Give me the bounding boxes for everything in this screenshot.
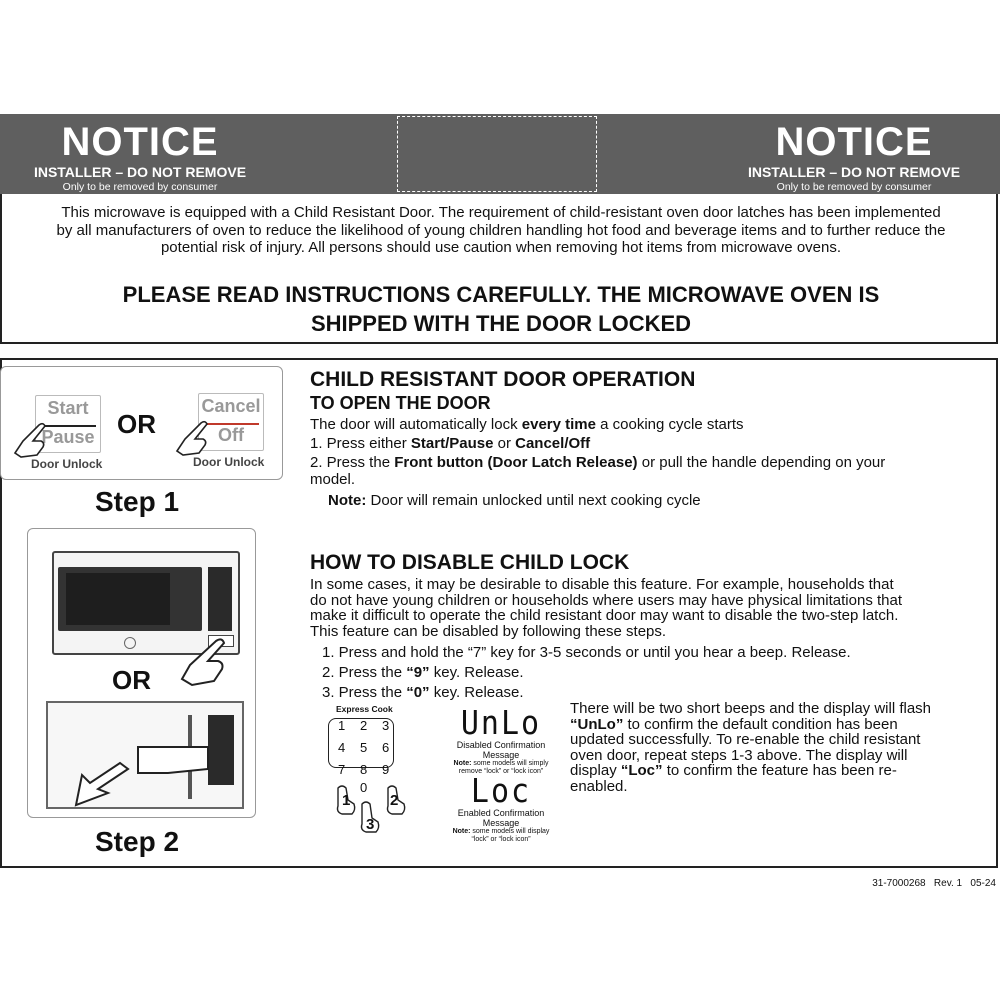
paragraph-line: In some cases, it may be desirable to disable this feature. For example, households that xyxy=(310,576,894,593)
door-unlock-label: Door Unlock xyxy=(193,455,265,469)
text: 1. Press either xyxy=(310,435,411,452)
note-label: Note: xyxy=(453,760,472,767)
confirmation-paragraph xyxy=(570,701,990,794)
text: or pull the handle depending on your xyxy=(637,454,886,471)
unlo-note xyxy=(446,760,556,768)
press-order-3: 3 xyxy=(366,816,375,833)
emphasis: “Loc” xyxy=(620,762,663,779)
note-text: remove “lock” or “lock icon” xyxy=(458,768,544,775)
key-9: 9 xyxy=(382,762,390,777)
text: some models will simply xyxy=(471,760,549,767)
or-label: OR xyxy=(112,665,151,695)
text: to confirm the default condition has been xyxy=(623,715,898,733)
open-step-1 xyxy=(310,435,990,452)
emphasis: “0” xyxy=(406,684,430,701)
key-4: 4 xyxy=(338,740,346,755)
paragraph-line: do not have young children or households where users may have physical limitations that xyxy=(310,591,903,609)
key-3: 3 xyxy=(382,718,390,733)
emphasis: Cancel/Off xyxy=(515,435,591,452)
loc-segment-text: Loc xyxy=(470,772,532,811)
note-text: “lock” or “lock icon” xyxy=(471,836,531,843)
notice-left xyxy=(0,114,280,194)
unlo-display xyxy=(446,704,556,776)
intro-line: by all manufacturers of oven to reduce the likelihood of young children handling hot food and beverage items and to further reduce the xyxy=(56,221,946,239)
unlock-note xyxy=(328,492,990,509)
pointing-hand-icon xyxy=(171,417,217,457)
text: 2. Press the xyxy=(310,454,395,471)
caption: Enabled Confirmation xyxy=(457,808,545,818)
cancel-label: Cancel xyxy=(201,396,261,416)
text: The door will automatically lock xyxy=(310,416,522,433)
key-6: 6 xyxy=(382,740,390,755)
key-5: 5 xyxy=(360,740,368,755)
text: a cooking cycle starts xyxy=(595,416,744,433)
paragraph-line: oven door, repeat steps 1-3 above. The display will xyxy=(570,746,908,764)
note-label: Note: xyxy=(452,828,471,835)
caption: Message xyxy=(482,750,520,760)
notice-note-left: Only to be removed by consumer xyxy=(62,181,218,193)
notice-right xyxy=(714,114,994,194)
intro-box xyxy=(0,194,998,344)
pause-label: Pause xyxy=(41,427,95,447)
tear-off-area xyxy=(397,116,597,192)
notice-subtitle-left: INSTALLER – DO NOT REMOVE xyxy=(33,164,247,180)
text: key. Release. xyxy=(429,684,524,701)
text: 2. Press the xyxy=(322,664,407,681)
caption: Disabled Confirmation xyxy=(456,740,546,750)
text: Door will remain unlocked until next cooking cycle xyxy=(366,492,701,509)
intro-paragraph xyxy=(8,204,994,257)
key-7: 7 xyxy=(338,762,346,777)
press-order-1: 1 xyxy=(342,792,351,809)
disable-step-1: 1. Press and hold the “7” key for 3-5 seconds or until you hear a beep. Release. xyxy=(322,644,851,661)
emphasis: “UnLo” xyxy=(570,715,624,733)
notice-note-right: Only to be removed by consumer xyxy=(776,181,932,193)
microwave-window xyxy=(58,567,202,631)
disable-title: HOW TO DISABLE CHILD LOCK xyxy=(310,551,630,574)
control-panel xyxy=(208,567,232,631)
paragraph-line: updated successfully. To re-enable the child resistant xyxy=(570,731,921,748)
pointing-hand-icon xyxy=(176,635,236,687)
step2-panel xyxy=(27,528,256,818)
key-8: 8 xyxy=(360,762,368,777)
text: 3. Press the xyxy=(322,684,407,701)
disable-steps xyxy=(322,643,990,703)
open-step-2 xyxy=(310,454,990,471)
paragraph-line xyxy=(570,763,990,779)
text: or xyxy=(493,435,516,452)
paragraph-line: There will be two short beeps and the display will flash xyxy=(570,700,932,717)
paragraph-line: This feature can be disabled by following these steps. xyxy=(310,622,667,640)
off-label: Off xyxy=(218,425,244,445)
loc-note xyxy=(446,828,556,836)
step1-panel xyxy=(0,366,283,480)
notice-banner xyxy=(0,114,1000,194)
notice-title-right: NOTICE xyxy=(775,120,933,164)
key-2: 2 xyxy=(360,718,368,733)
brand-logo xyxy=(124,637,136,649)
emphasis: every time xyxy=(521,416,596,433)
disable-step-2 xyxy=(322,663,990,683)
warning-line: PLEASE READ INSTRUCTIONS CAREFULLY. THE MICROWAVE OVEN IS xyxy=(122,282,880,307)
unlo-segment-text: UnLo xyxy=(460,704,542,743)
intro-line: potential risk of injury. All persons should use caution when removing hot items from microwave ovens. xyxy=(160,239,842,256)
text: display xyxy=(570,762,621,779)
disable-child-lock-section xyxy=(310,551,990,703)
operation-title: CHILD RESISTANT DOOR OPERATION xyxy=(310,368,696,391)
microwave-glass xyxy=(66,573,170,625)
notice-title-left: NOTICE xyxy=(61,120,219,164)
step2-label: Step 2 xyxy=(95,826,180,857)
step1-label: Step 1 xyxy=(95,486,180,517)
key-0: 0 xyxy=(360,780,368,795)
press-order-2: 2 xyxy=(390,792,399,809)
warning-line: SHIPPED WITH THE DOOR LOCKED xyxy=(310,311,692,336)
document-code: 31-7000268 Rev. 1 05-24 xyxy=(872,878,996,889)
emphasis: Start/Pause xyxy=(410,435,494,452)
notice-subtitle-right: INSTALLER – DO NOT REMOVE xyxy=(747,164,961,180)
text: to confirm the feature has been re- xyxy=(662,762,897,779)
paragraph-line: enabled. xyxy=(570,777,628,795)
paragraph-line xyxy=(570,717,990,733)
key-1: 1 xyxy=(338,718,346,733)
keypad-illustration xyxy=(326,704,416,844)
emphasis: Front button (Door Latch Release) xyxy=(394,454,638,471)
open-step-2-cont: model. xyxy=(310,471,356,488)
pointing-hand-icon xyxy=(9,419,55,459)
loc-display xyxy=(446,772,556,844)
caption: Message xyxy=(482,818,520,828)
or-label: OR xyxy=(117,409,156,439)
text: some models will display xyxy=(470,828,550,835)
door-operation-section xyxy=(310,368,990,509)
emphasis: “9” xyxy=(406,664,430,681)
start-label: Start xyxy=(47,398,89,418)
note-label: Note: xyxy=(328,492,367,509)
shipping-warning xyxy=(8,280,994,338)
pull-arrow-icon xyxy=(68,729,218,809)
text: key. Release. xyxy=(429,664,524,681)
keypad-title: Express Cook xyxy=(336,704,393,714)
door-unlock-label: Door Unlock xyxy=(31,457,103,471)
disable-paragraph xyxy=(310,577,990,639)
intro-line: This microwave is equipped with a Child Resistant Door. The requirement of child-resistant oven door latches has been implemented xyxy=(61,204,941,221)
paragraph-line: make it difficult to operate the child resistant door may want to disable the two-step latch. xyxy=(310,607,899,624)
auto-lock-text xyxy=(310,416,990,433)
open-door-subtitle: TO OPEN THE DOOR xyxy=(310,393,491,413)
